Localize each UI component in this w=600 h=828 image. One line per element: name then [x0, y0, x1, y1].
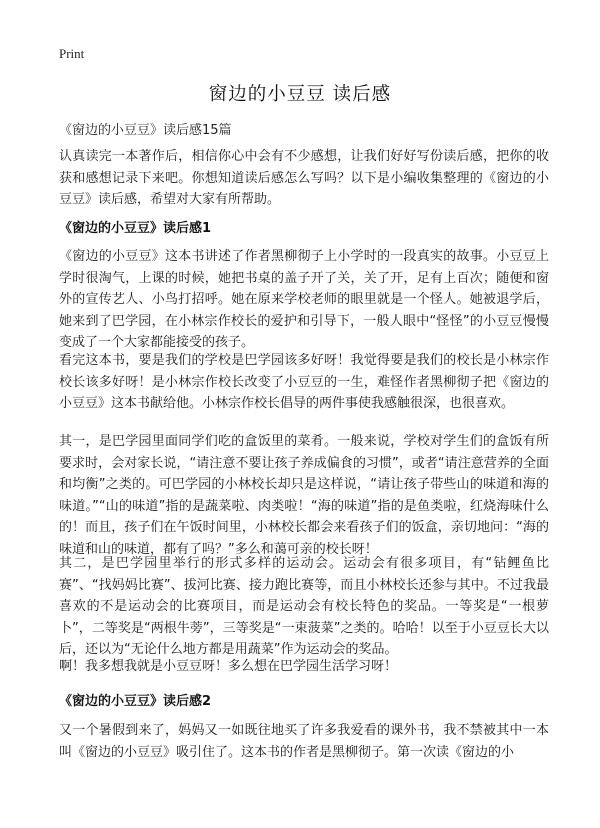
section-heading-1: 《窗边的小豆豆》读后感1 — [59, 221, 212, 236]
section-2-paragraph-1: 又一个暑假到来了，妈妈又一如既往地买了许多我爱看的课外书，我不禁被其中一本叫《窗边的小豆豆》吸引住了。这本书的作者是黑柳彻子。第一次读《窗边的小 — [59, 723, 549, 760]
document-subtitle: 《窗边的小豆豆》读后感15篇 — [59, 123, 232, 138]
section-1-paragraph-1: 《窗边的小豆豆》这本书讲述了作者黑柳彻子上小学时的一段真实的故事。小豆豆上学时很淘气，上课的时候，她把书桌的盖子开了关，关了开，足有上百次；随便和窗外的宣传艺人、小鸟打招呼。她在原来学校老师的眼里就是一个怪人。她被退学后，她来到了巴学园，在小林宗作校长的爱护和引导下，一般人眼中“怪怪”的小豆豆慢慢变成了一个大家都能接受的孩子。 — [59, 249, 549, 350]
print-label[interactable]: Print — [59, 46, 85, 61]
intro-paragraph: 认真读完一本著作后，相信你心中会有不少感想，让我们好好写份读后感，把你的收获和感想记录下来吧。你想知道读后感怎么写吗？以下是小编收集整理的《窗边的小豆豆》读后感，希望对大家有所帮助。 — [59, 149, 549, 207]
section-1-paragraph-4: 其二，是巴学园里举行的形式多样的运动会。运动会有很多项目，有“钻鲤鱼比赛”、“找妈妈比赛”、拔河比赛、接力跑比赛等，而且小林校长还参与其中。不过我最喜欢的不是运动会的比赛项目，而是运动会有校长特色的奖品。一等奖是“一根萝卜”，二等奖是“两根牛蒡”，三等奖是“一束菠菜”之类的。哈哈！以至于小豆豆长大以后，还以为“无论什么地方都是用蔬菜”作为运动会的奖品。 — [59, 556, 549, 657]
section-1-paragraph-2: 看完这本书，要是我们的学校是巴学园该多好呀！我觉得要是我们的校长是小林宗作校长该多好呀！是小林宗作校长改变了小豆豆的一生，难怪作者黑柳彻子把《窗边的小豆豆》这本书献给他。小林宗作校长倡导的两件事使我感触很深，也很喜欢。 — [59, 353, 549, 411]
section-1-paragraph-3: 其一，是巴学园里面同学们吃的盒饭里的菜肴。一般来说，学校对学生们的盒饭有所要求时，会对家长说，“请注意不要让孩子养成偏食的习惯”，或者“请注意营养的全面和均衡”之类的。可巴学园的小林校长却只是这样说，“请让孩子带些山的味道和海的味道。”“山的味道”指的是蔬菜啦、肉类啦！“海的味道”指的是鱼类啦，红烧海味什么的！而且，孩子们在午饭时间里，小林校长都会来看孩子们的饭盒，亲切地问：“海的味道和山的味道，都有了吗？”多么和蔼可亲的校长呀！ — [59, 434, 549, 557]
section-heading-2: 《窗边的小豆豆》读后感2 — [59, 694, 212, 709]
page-title: 窗边的小豆豆 读后感 — [208, 84, 392, 105]
section-1-paragraph-5: 啊！我多想我就是小豆豆呀！多么想在巴学园生活学习呀！ — [59, 659, 398, 674]
